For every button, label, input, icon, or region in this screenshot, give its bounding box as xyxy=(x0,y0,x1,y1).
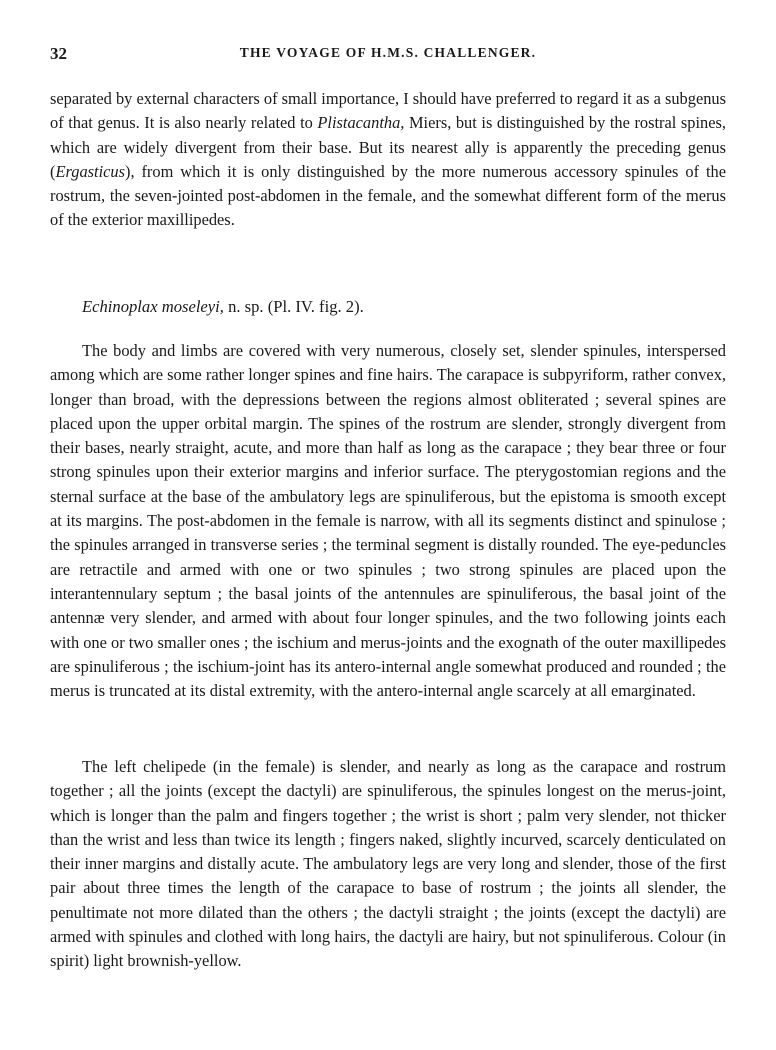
paragraph-text: The left chelipede (in the female) is slender, and nearly as long as the carapace and rostrum together ; all the joints (except the dactyli) are spinuliferous, the spinules longest on the merus-joint, which is longer than the palm and fingers together ; the wrist is short ; palm very slender, not thicker than the wrist and less than twice its length ; fingers naked, slightly incurved, scarcely denticulated on their inner margins and distally acute. The ambulatory legs are very long and slender, those of the first pair about three times the length of the carapace to base of rostrum ; the joints all slender, the penultimate not more dilated than the others ; the dactyli straight ; the joints (except the dactyli) are armed with spinules and clothed with long hairs, the dactyli are hairy, but not spinuliferous. Colour (in spirit) light brownish-yellow. xyxy=(50,757,726,971)
paragraph-description-body xyxy=(50,339,726,703)
text-run: ), from which it is only distinguished by the more numerous accessory spinules of the rostrum, the seven-jointed post-abdomen in the female, and the somewhat different form of the merus of the exterior maxillipedes. xyxy=(50,161,726,230)
text-run: separated by external characters of small importance, I should have preferred to regard it as a subgenus of that genus. It is also nearly related to xyxy=(50,89,726,133)
page-header xyxy=(50,44,726,64)
text-run: Miers, but is distinguished by the rostral spines, which are widely divergent from their base. But its nearest ally is apparently the preceding genus ( xyxy=(50,113,726,181)
genus-name-ergasticus: Ergasticus xyxy=(55,161,125,181)
genus-name-plistacantha: Plistacantha, xyxy=(317,113,405,133)
running-title: THE VOYAGE OF H.M.S. CHALLENGER. xyxy=(239,45,537,60)
page-number: 32 xyxy=(50,44,67,63)
paragraph-description-limbs xyxy=(50,755,726,974)
species-heading xyxy=(82,297,364,317)
paragraph-text: The body and limbs are covered with very numerous, closely set, slender spinules, interspersed among which are some rather longer spines and fine hairs. The carapace is subpyriform, rather convex, longer than broad, with the depressions between the regions almost obliterated ; several spines are placed upon the upper orbital margin. The spines of the rostrum are slender, strongly divergent from their bases, nearly straight, acute, and more than half as long as the carapace ; they bear three or four strong spinules upon their exterior margins and inferior surface. The pterygostomian regions and the sternal surface at the base of the ambulatory legs are spinuliferous, but the epistoma is smooth except at its margins. The post-abdomen in the female is narrow, with all its segments distinct and spinulose ; the spinules arranged in transverse series ; the terminal segment is distally rounded. The eye-peduncles are retractile and armed with one or two spinules ; two strong spinules are placed upon the interantennulary septum ; the basal joints of the antennules are spinuliferous, the basal joint of the antennæ very slender, and armed with about four longer spinules, and the two following joints each with one or two smaller ones ; the ischium and merus-joints and the exognath of the outer maxillipedes are spinuliferous ; the ischium-joint has its antero-internal angle somewhat produced and rounded ; the merus is truncated at its distal extremity, with the antero-internal angle scarcely at all emarginated. xyxy=(50,341,726,701)
paragraph-genus-discussion xyxy=(50,87,726,233)
species-name: Echinoplax moseleyi, xyxy=(82,297,224,316)
species-plate-reference: n. sp. (Pl. IV. fig. 2). xyxy=(223,297,364,316)
